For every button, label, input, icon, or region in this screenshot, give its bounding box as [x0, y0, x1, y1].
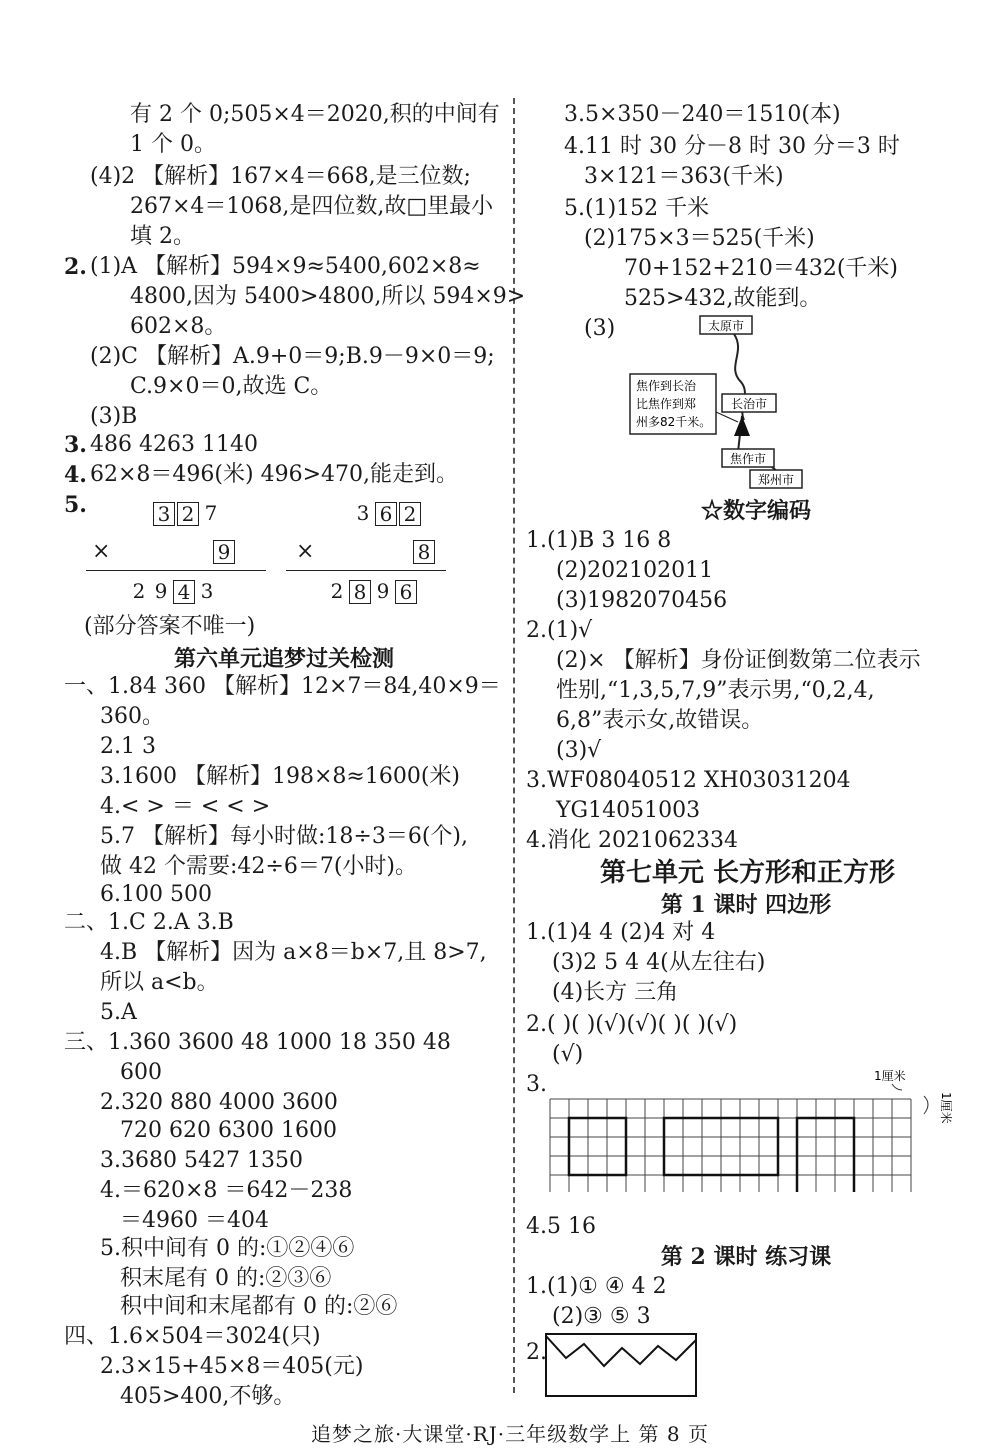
section-title: ☆数字编码 [700, 498, 811, 524]
text-line: 62×8＝496(米) 496>470,能走到。 [90, 462, 458, 487]
text-line: (4)2 【解析】167×4＝668,是三位数; [90, 164, 471, 189]
text-line: 4.5 16 [526, 1214, 596, 1239]
text-line: ＝4960 ＝404 [120, 1208, 269, 1233]
digit: 9 [376, 579, 390, 603]
digit: 2 [330, 579, 344, 603]
text-line: 3. [526, 1072, 547, 1097]
text-line: 所以 a<b。 [100, 970, 219, 995]
question-number: 3. [64, 432, 87, 458]
text-line: 2.320 880 4000 3600 [100, 1090, 338, 1115]
text-line: 5.积中间有 0 的:①②④⑥ [100, 1236, 355, 1261]
unit-title: 第七单元 长方形和正方形 [600, 858, 896, 888]
times-sign: × [296, 539, 315, 564]
text-line: 602×8。 [130, 314, 227, 339]
text-line: 1.(1)B 3 16 8 [526, 528, 672, 553]
multiplication-1-result [128, 576, 218, 606]
text-line: 3.3680 5427 1350 [100, 1148, 303, 1173]
text-line: 6,8”表示女,故错误。 [556, 708, 764, 733]
text-line: 4.< > ＝ < < > [100, 794, 271, 819]
text-line: (3) [584, 316, 616, 341]
text-line: (3)2 5 4 4(从左往右) [552, 950, 766, 975]
drawn-rectangle [797, 1118, 854, 1192]
digit: 2 [132, 579, 146, 603]
text-line: 3.WF08040512 XH03031204 [526, 768, 851, 793]
answer-box: 2 [177, 502, 199, 526]
text-line: 填 2。 [130, 224, 195, 249]
text-line: 2. [526, 1340, 547, 1365]
answer-box: 6 [375, 502, 397, 526]
text-line: 6.100 500 [100, 882, 212, 907]
note-line: 州多82千米。 [636, 415, 712, 429]
text-line: 2.(1)√ [526, 618, 593, 643]
text-line: 70+152+210＝432(千米) [624, 256, 899, 281]
digit: 3 [356, 501, 370, 525]
answer-box: 8 [413, 540, 435, 564]
text-line: (2)C 【解析】A.9+0＝9;B.9－9×0＝9; [90, 344, 495, 369]
text-line: (2)× 【解析】身份证倒数第二位表示 [556, 648, 921, 673]
text-line: 600 [120, 1060, 162, 1085]
text-line: 2.( )( )(√)(√)( )( )(√) [526, 1012, 738, 1037]
text-line: 性别,“1,3,5,7,9”表示男,“0,2,4, [556, 678, 875, 703]
text-line: 3.1600 【解析】198×8≈1600(米) [100, 764, 460, 789]
text-line: 5.7 【解析】每小时做:18÷3＝6(个), [100, 824, 468, 849]
answer-box: 2 [399, 502, 421, 526]
text-line: 2.3×15+45×8＝405(元) [100, 1354, 364, 1379]
text-line: (2)③ ⑤ 3 [552, 1304, 651, 1329]
city-label-changzhi: 长治市 [730, 397, 768, 411]
text-line: 做 42 个需要:42÷6＝7(小时)。 [100, 854, 417, 879]
brace [892, 1084, 902, 1090]
answer-box: 9 [213, 540, 235, 564]
text-line: 二、1.C 2.A 3.B [64, 910, 234, 935]
text-line: 四、1.6×504＝3024(只) [64, 1324, 321, 1349]
multiplication-1-top [152, 498, 222, 528]
multiplication-2-factor [412, 537, 436, 567]
zigzag-rectangle-figure [544, 1332, 698, 1398]
text-line: 4.消化 2021062334 [526, 828, 738, 853]
text-line: (√) [552, 1042, 584, 1067]
answer-box: 4 [173, 580, 195, 604]
text-line: 525>432,故能到。 [624, 286, 822, 311]
note-line: 比焦作到郑 [636, 397, 697, 411]
arrow-icon [734, 416, 750, 436]
answer-box: 8 [349, 580, 371, 604]
answer-box: 6 [395, 580, 417, 604]
text-line: 积中间和末尾都有 0 的:②⑥ [120, 1294, 398, 1319]
text-line: (2)202102011 [556, 558, 714, 583]
rectangle [546, 1334, 696, 1396]
lesson-title: 第 1 课时 四边形 [660, 892, 832, 918]
brace [924, 1096, 928, 1114]
city-label-zhengzhou: 郑州市 [757, 473, 795, 487]
text-line: 一、1.84 360 【解析】12×7＝84,40×9＝ [64, 674, 501, 699]
note: (部分答案不唯一) [84, 614, 256, 639]
text-line: (2)175×3＝525(千米) [584, 226, 815, 251]
text-line: (1)A 【解析】594×9≈5400,602×8≈ [90, 254, 481, 279]
text-line: 360。 [100, 704, 164, 729]
text-line: 2.1 3 [100, 734, 156, 759]
multiplication-2-result [326, 576, 418, 606]
text-line: (3)1982070456 [556, 588, 728, 613]
text-line: (4)长方 三角 [552, 980, 679, 1005]
multiplication-1-line [86, 570, 266, 571]
text-line: 486 4263 1140 [90, 432, 258, 457]
digit: 7 [204, 501, 218, 525]
text-line: 3.5×350－240＝1510(本) [564, 102, 841, 127]
multiplication-2-line [286, 570, 446, 571]
city-label-taiyuan: 太原市 [707, 319, 745, 333]
text-line: 1 个 0。 [130, 132, 216, 157]
city-label-jiaozuo: 焦作市 [729, 452, 767, 466]
text-line: 积末尾有 0 的:②③⑥ [120, 1266, 332, 1291]
lesson-title: 第 2 课时 练习课 [660, 1244, 832, 1270]
text-line: 1.(1)4 4 (2)4 对 4 [526, 920, 716, 945]
answer-box: 3 [153, 502, 175, 526]
section-title: 第六单元追梦过关检测 [173, 646, 394, 672]
question-number: 2. [64, 254, 87, 280]
grid-label-vertical: 1厘米 [939, 1092, 953, 1124]
text-line: (3)B [90, 404, 138, 429]
drawn-square [569, 1118, 626, 1175]
square-grid [550, 1099, 911, 1192]
text-line: 4.B 【解析】因为 a×8＝b×7,且 8>7, [100, 940, 487, 965]
route-map [626, 312, 816, 492]
text-line: 720 620 6300 1600 [120, 1118, 337, 1143]
digit: 3 [200, 579, 214, 603]
multiplication-1-factor [212, 537, 236, 567]
page-footer: 追梦之旅·大课堂·RJ·三年级数学上 第 8 页 [311, 1422, 709, 1446]
text-line: 405>400,不够。 [120, 1384, 296, 1409]
text-line: YG14051003 [556, 798, 701, 823]
zigzag-line [546, 1336, 696, 1366]
text-line: 3×121＝363(千米) [584, 164, 784, 189]
text-line: 4.11 时 30 分－8 时 30 分＝3 时 [564, 134, 900, 159]
times-sign: × [92, 539, 111, 564]
text-line: 有 2 个 0;505×4＝2020,积的中间有 [130, 102, 500, 127]
callout-line [716, 412, 738, 422]
text-line: 5.(1)152 千米 [564, 196, 710, 221]
grid-label-horizontal: 1厘米 [874, 1069, 906, 1083]
multiplication-2-top [352, 498, 422, 528]
text-line: C.9×0＝0,故选 C。 [130, 374, 333, 399]
text-line: 三、1.360 3600 48 1000 18 350 48 [64, 1030, 451, 1055]
note-line: 焦作到长治 [636, 379, 697, 393]
digit: 9 [154, 579, 168, 603]
grid-figure [546, 1066, 966, 1192]
question-number: 4. [64, 462, 87, 488]
text-line: 267×4＝1068,是四位数,故□里最小 [130, 194, 494, 219]
text-line: 5.A [100, 1000, 137, 1025]
question-number: 5. [64, 492, 87, 518]
text-line: 4.＝620×8 ＝642－238 [100, 1178, 353, 1203]
text-line: 4800,因为 5400>4800,所以 594×9> [130, 284, 526, 309]
text-line: 1.(1)① ④ 4 2 [526, 1274, 667, 1299]
text-line: (3)√ [556, 738, 602, 763]
